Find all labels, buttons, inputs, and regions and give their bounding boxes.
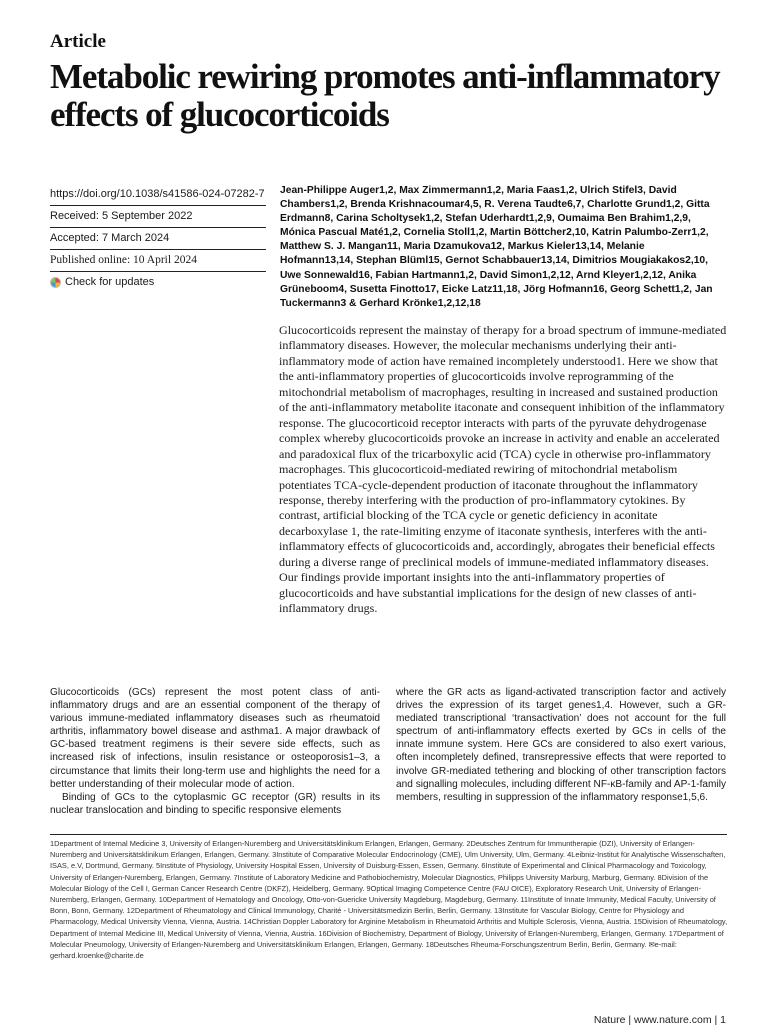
abstract: Glucocorticoids represent the mainstay of therapy for a broad spectrum of immune-mediated inflammatory diseases. However, the molecular mechanisms underlying their anti-inflammatory mode of action have remained incompletely understood1. Here we show that the anti-inflammatory properties of glucocorticoids involve reprogramming of the mitochondrial metabolism of macrophages, resulting in increased and sustained production of the anti-inflammatory metabolite itaconate and consequent inhibition of the inflammatory response. The glucocorticoid receptor interacts with parts of the pyruvate dehydrogenase complex whereby glucocorticoids provoke an increase in activity and enable an accelerated and paradoxical flux of the tricarboxylic acid (TCA) cycle in otherwise pro-inflammatory macrophages. This glucocorticoid-mediated rewiring of mitochondrial metabolism potentiates TCA-cycle-dependent production of itaconate throughout the inflammatory response, thereby interfering with the production of pro-inflammatory cytokines. By contrast, artificial blocking of the TCA cycle or genetic deficiency in aconitate decarboxylase 1, the rate-limiting enzyme of itaconate synthesis, interferes with the anti-inflammatory effects of glucocorticoids and, accordingly, abrogates their beneficial effects during a diverse range of preclinical models of immune-mediated inflammatory diseases. Our findings provide important insights into the anti-inflammatory properties of glucocorticoids and have substantial implications for the design of new classes of anti-inflammatory drugs. — [279, 323, 727, 616]
check-for-updates-label: Check for updates — [65, 276, 155, 288]
body-column-right — [396, 686, 726, 804]
section-label: Article — [50, 31, 106, 52]
body-column-left — [50, 686, 380, 817]
body-paragraph: Binding of GCs to the cytoplasmic GC receptor (GR) results in its nuclear translocation and binding to specific responsive elements — [50, 791, 380, 816]
article-meta — [50, 184, 266, 293]
article-title: Metabolic rewiring promotes anti-inflammatory effects of glucocorticoids — [50, 57, 720, 134]
page-footer: Nature | www.nature.com | 1 — [593, 1014, 726, 1026]
received-date: Received: 5 September 2022 — [50, 206, 266, 228]
published-date: Published online: 10 April 2024 — [50, 250, 266, 272]
body-paragraph: where the GR acts as ligand-activated transcription factor and actively drives the expression of its target genes1,4. However, such a GR-mediated transcriptional ‘transactivation’ does not account for the full spectrum of anti-inflammatory effects exerted by GCs in cells of the innate immune system. Here GCs are considered to also exert various, often incompletely defined, transrepressive effects that were reported to involve GR-mediated tethering and blocking of other transcription factors and signalling molecules, including different NF-κB-family and AP-1-family members, resulting in suppression of the inflammatory response1,5,6. — [396, 687, 726, 803]
author-list: Jean-Philippe Auger1,2, Max Zimmermann1,2, Maria Faas1,2, Ulrich Stifel3, David Chambers1,2, Brenda Krishnacoumar4,5, R. Verena Taudte6,7, Charlotte Grund1,2, Gitta Erdmann8, Carina Scholtysek1,2, Stefan Uderhardt1,2,9, Oumaima Ben Brahim1,2,9, Mónica Pascual Maté1,2, Cornelia Stoll1,2, Martin Böttcher2,10, Katrin Palumbo-Zerr1,2, Matthew S. J. Mangan11, Maria Dzamukova12, Markus Kieler13,14, Melanie Hofmann13,14, Stephan Blüml15, Gernot Schabbauer13,14, Dimitrios Mougiakakos2,10, Uwe Sonnewald16, Fabian Hartmann1,2, David Simon1,2,12, Arnd Kleyer1,2,12, Anika Grüneboom4, Susetta Finotto17, Eicke Latz11,18, Jörg Hofmann16, Georg Schett1,2, Jan Tuckermann3 & Gerhard Krönke1,2,12,18 — [280, 185, 713, 309]
affiliations-divider — [50, 834, 727, 835]
crossmark-icon — [50, 277, 61, 288]
check-for-updates-button[interactable] — [50, 272, 266, 293]
doi-link[interactable]: https://doi.org/10.1038/s41586-024-07282-7 — [50, 184, 266, 206]
affiliations: 1Department of Internal Medicine 3, University of Erlangen-Nuremberg and Universitätsklinikum Erlangen, Erlangen, Germany. 2Deutsches Zentrum für Immuntherapie (DZI), University of Erlangen-Nuremberg and Universitätsklinikum Erlangen, Erlangen, Germany. 3Institute of Comparative Molecular Endocrinology (CME), Ulm University, Ulm, Germany. 4Leibniz-Institut für Analytische Wissenschaften, ISAS, e.V, Dortmund, Germany. 5Institute of Physiology, University Hospital Essen, University of Duisburg-Essen, Essen, Germany. 6Institute of Experimental and Clinical Pharmacology and Toxicology, University of Erlangen-Nuremberg, Erlangen, Germany. 7Institute of Laboratory Medicine and Pathobiochemistry, Molecular Diagnostics, Philipps University Marburg, Marburg, Germany. 8Division of the Molecular Biology of the Cell I, German Cancer Research Centre (DKFZ), Heidelberg, Germany. 9Optical Imaging Competence Centre (FAU OICE), Exploratory Research Unit, University of Erlangen-Nuremberg, Erlangen, Germany. 10Department of Hematology and Oncology, Otto-von-Guericke University Magdeburg, Magdeburg, Germany. 11Institute of Innate Immunity, Medical Faculty, University of Bonn, Bonn, Germany. 12Department of Rheumatology and Clinical Immunology, Charité - Universitätsmedizin Berlin, Berlin, Germany. 13Institute for Vascular Biology, Centre for Physiology and Pharmacology, Medical University Vienna, Vienna, Austria. 14Christian Doppler Laboratory for Arginine Metabolism in Rheumatoid Arthritis and Multiple Sclerosis, Vienna, Austria. 15Division of Rheumatology, Department of Internal Medicine III, Medical University of Vienna, Vienna, Austria. 16Division of Biochemistry, Department of Biology, University of Erlangen-Nuremberg, Erlangen, Germany. 17Department of Molecular Pneumology, University of Erlangen-Nuremberg and Universitätsklinikum Erlangen, Erlangen, Germany. 18Deutsches Rheuma-Forschungszentrum Berlin, Berlin, Germany. ✉e-mail: gerhard.kroenke@charite.de — [50, 839, 728, 961]
accepted-date: Accepted: 7 March 2024 — [50, 228, 266, 250]
body-paragraph: Glucocorticoids (GCs) represent the most potent class of anti-inflammatory drugs and are an essential component of the therapy of various immune-mediated inflammatory diseases such as rheumatoid arthritis, inflammatory bowel disease and asthma1. A major drawback of GC-based treatment regimens is their severe side effects, such as increased risk of infections, insulin resistance or osteoporosis1–3, a circumstance that limits their long-term use and highlights the need for a better understanding of their molecular mode of action. — [50, 687, 380, 790]
